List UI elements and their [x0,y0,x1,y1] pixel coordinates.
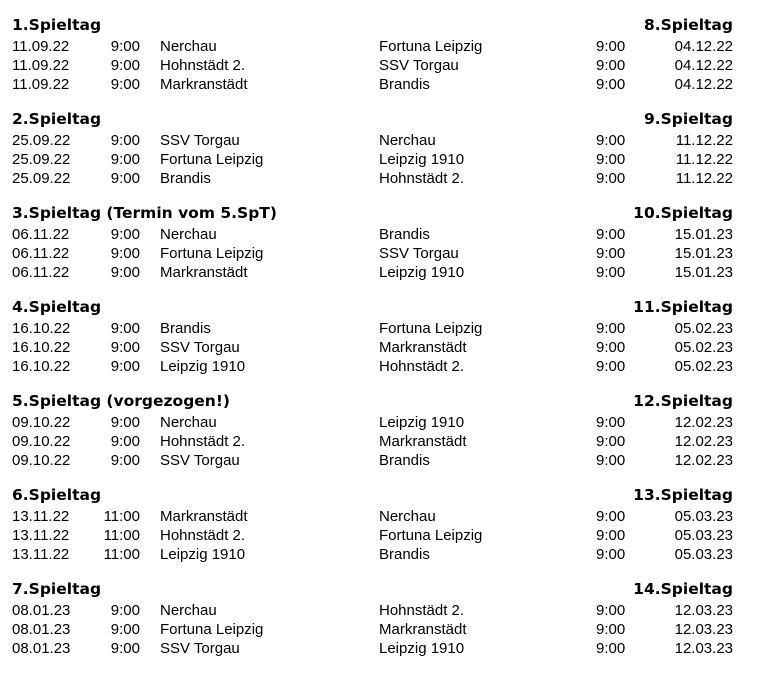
return-kickoff-time: 9:00 [596,151,626,168]
kickoff-time: 9:00 [110,452,140,469]
matchday-header [0,202,765,225]
return-kickoff-time: 9:00 [596,320,626,337]
home-team: Fortuna Leipzig [160,151,264,168]
kickoff-time: 9:00 [110,76,140,93]
away-team: Hohnstädt 2. [379,602,465,619]
fixture-row [0,263,765,282]
kickoff-time: 9:00 [110,640,140,657]
away-team: Markranstädt [379,621,467,638]
fixture-row [0,338,765,357]
matchday-header [0,14,765,37]
away-team: Markranstädt [379,339,467,356]
return-leg-label: 9.Spieltag [643,110,733,128]
return-kickoff-time: 9:00 [596,170,626,187]
return-match-date: 11.12.22 [675,151,733,168]
fixture-row [0,37,765,56]
match-date: 25.09.22 [12,151,71,168]
match-date: 11.09.22 [12,38,70,55]
home-team: Leipzig 1910 [160,546,246,563]
kickoff-time: 9:00 [110,621,140,638]
return-kickoff-time: 9:00 [596,339,626,356]
return-leg-label: 14.Spieltag [633,580,733,598]
first-leg-label: 1.Spieltag [12,16,102,34]
first-leg-label: 5.Spieltag (vorgezogen!) [12,392,230,410]
fixture-row [0,620,765,639]
matchday-block [0,108,765,202]
away-team: SSV Torgau [379,57,459,74]
away-team: Leipzig 1910 [379,264,465,281]
return-match-date: 05.03.23 [674,508,733,525]
return-leg-label: 10.Spieltag [633,204,733,222]
home-team: Nerchau [160,38,217,55]
match-date: 06.11.22 [12,245,70,262]
kickoff-time: 9:00 [110,414,140,431]
home-team: SSV Torgau [160,452,240,469]
matchday-header [0,484,765,507]
first-leg-label: 4.Spieltag [12,298,102,316]
fixture-row [0,357,765,376]
fixture-row [0,639,765,658]
kickoff-time: 9:00 [110,57,140,74]
return-kickoff-time: 9:00 [596,57,626,74]
kickoff-time: 9:00 [110,38,140,55]
match-date: 08.01.23 [12,602,71,619]
return-kickoff-time: 9:00 [596,132,626,149]
return-leg-label: 8.Spieltag [643,16,733,34]
home-team: Nerchau [160,602,217,619]
return-kickoff-time: 9:00 [596,640,626,657]
home-team: Brandis [160,170,211,187]
away-team: Brandis [379,226,430,243]
home-team: Markranstädt [160,508,248,525]
return-match-date: 12.03.23 [674,640,733,657]
fixture-row [0,451,765,470]
match-date: 08.01.23 [12,621,71,638]
match-date: 13.11.22 [12,508,70,525]
match-date: 09.10.22 [12,433,71,450]
return-match-date: 04.12.22 [674,57,733,74]
return-match-date: 11.12.22 [675,132,733,149]
return-kickoff-time: 9:00 [596,358,626,375]
matchday-block [0,484,765,578]
kickoff-time: 11:00 [103,527,140,544]
match-date: 13.11.22 [12,527,70,544]
matchday-header [0,578,765,601]
return-leg-label: 13.Spieltag [633,486,733,504]
home-team: Markranstädt [160,264,248,281]
fixture-row [0,601,765,620]
fixture-row [0,413,765,432]
away-team: Hohnstädt 2. [379,358,465,375]
return-match-date: 05.03.23 [674,546,733,563]
home-team: Hohnstädt 2. [160,433,246,450]
return-kickoff-time: 9:00 [596,602,626,619]
match-date: 16.10.22 [12,358,71,375]
home-team: Leipzig 1910 [160,358,246,375]
return-kickoff-time: 9:00 [596,433,626,450]
fixture-row [0,319,765,338]
away-team: Brandis [379,76,430,93]
kickoff-time: 9:00 [110,433,140,450]
return-kickoff-time: 9:00 [596,226,626,243]
away-team: Leipzig 1910 [379,640,465,657]
kickoff-time: 9:00 [110,151,140,168]
return-kickoff-time: 9:00 [596,452,626,469]
match-schedule [0,14,765,672]
matchday-block [0,202,765,296]
kickoff-time: 9:00 [110,358,140,375]
away-team: Nerchau [379,508,436,525]
return-match-date: 04.12.22 [674,76,733,93]
return-match-date: 04.12.22 [674,38,733,55]
home-team: Nerchau [160,414,217,431]
kickoff-time: 9:00 [110,226,140,243]
home-team: Fortuna Leipzig [160,621,264,638]
away-team: Fortuna Leipzig [379,38,483,55]
match-date: 06.11.22 [12,226,70,243]
fixture-row [0,131,765,150]
fixture-row [0,432,765,451]
return-kickoff-time: 9:00 [596,527,626,544]
return-match-date: 12.02.23 [674,433,733,450]
home-team: SSV Torgau [160,339,240,356]
home-team: Hohnstädt 2. [160,57,246,74]
away-team: Fortuna Leipzig [379,320,483,337]
return-kickoff-time: 9:00 [596,38,626,55]
home-team: SSV Torgau [160,132,240,149]
away-team: Leipzig 1910 [379,151,465,168]
return-match-date: 12.02.23 [674,452,733,469]
kickoff-time: 11:00 [103,546,140,563]
matchday-block [0,390,765,484]
return-kickoff-time: 9:00 [596,546,626,563]
fixture-row [0,56,765,75]
kickoff-time: 9:00 [110,245,140,262]
return-kickoff-time: 9:00 [596,245,626,262]
matchday-block [0,14,765,108]
return-match-date: 05.03.23 [674,527,733,544]
match-date: 08.01.23 [12,640,71,657]
home-team: Markranstädt [160,76,248,93]
return-match-date: 05.02.23 [674,339,733,356]
away-team: Fortuna Leipzig [379,527,483,544]
matchday-header [0,390,765,413]
away-team: Nerchau [379,132,436,149]
match-date: 25.09.22 [12,132,71,149]
return-kickoff-time: 9:00 [596,414,626,431]
matchday-block [0,578,765,672]
matchday-header [0,108,765,131]
fixture-row [0,225,765,244]
home-team: Nerchau [160,226,217,243]
match-date: 09.10.22 [12,414,71,431]
first-leg-label: 7.Spieltag [12,580,102,598]
match-date: 16.10.22 [12,339,71,356]
first-leg-label: 6.Spieltag [12,486,102,504]
match-date: 06.11.22 [12,264,70,281]
match-date: 11.09.22 [12,76,70,93]
matchday-block [0,296,765,390]
kickoff-time: 9:00 [110,264,140,281]
kickoff-time: 9:00 [110,320,140,337]
fixture-row [0,244,765,263]
match-date: 16.10.22 [12,320,71,337]
away-team: Hohnstädt 2. [379,170,465,187]
first-leg-label: 3.Spieltag (Termin vom 5.SpT) [12,204,277,222]
away-team: Brandis [379,452,430,469]
return-match-date: 11.12.22 [675,170,733,187]
home-team: Fortuna Leipzig [160,245,264,262]
return-match-date: 12.03.23 [674,621,733,638]
kickoff-time: 9:00 [110,170,140,187]
return-leg-label: 12.Spieltag [633,392,733,410]
fixture-row [0,526,765,545]
return-match-date: 15.01.23 [674,226,733,243]
return-kickoff-time: 9:00 [596,621,626,638]
return-match-date: 05.02.23 [674,358,733,375]
matchday-header [0,296,765,319]
return-leg-label: 11.Spieltag [633,298,733,316]
away-team: Markranstädt [379,433,467,450]
match-date: 13.11.22 [12,546,70,563]
kickoff-time: 9:00 [110,602,140,619]
first-leg-label: 2.Spieltag [12,110,102,128]
return-match-date: 12.03.23 [674,602,733,619]
home-team: Hohnstädt 2. [160,527,246,544]
home-team: Brandis [160,320,211,337]
fixture-row [0,75,765,94]
return-match-date: 12.02.23 [674,414,733,431]
away-team: Brandis [379,546,430,563]
return-kickoff-time: 9:00 [596,264,626,281]
fixture-row [0,507,765,526]
return-match-date: 05.02.23 [674,320,733,337]
fixture-row [0,169,765,188]
kickoff-time: 11:00 [103,508,140,525]
home-team: SSV Torgau [160,640,240,657]
match-date: 25.09.22 [12,170,71,187]
away-team: SSV Torgau [379,245,459,262]
match-date: 09.10.22 [12,452,71,469]
fixture-row [0,150,765,169]
fixture-row [0,545,765,564]
kickoff-time: 9:00 [110,339,140,356]
match-date: 11.09.22 [12,57,70,74]
return-match-date: 15.01.23 [674,245,733,262]
return-kickoff-time: 9:00 [596,508,626,525]
away-team: Leipzig 1910 [379,414,465,431]
kickoff-time: 9:00 [110,132,140,149]
return-kickoff-time: 9:00 [596,76,626,93]
return-match-date: 15.01.23 [674,264,733,281]
